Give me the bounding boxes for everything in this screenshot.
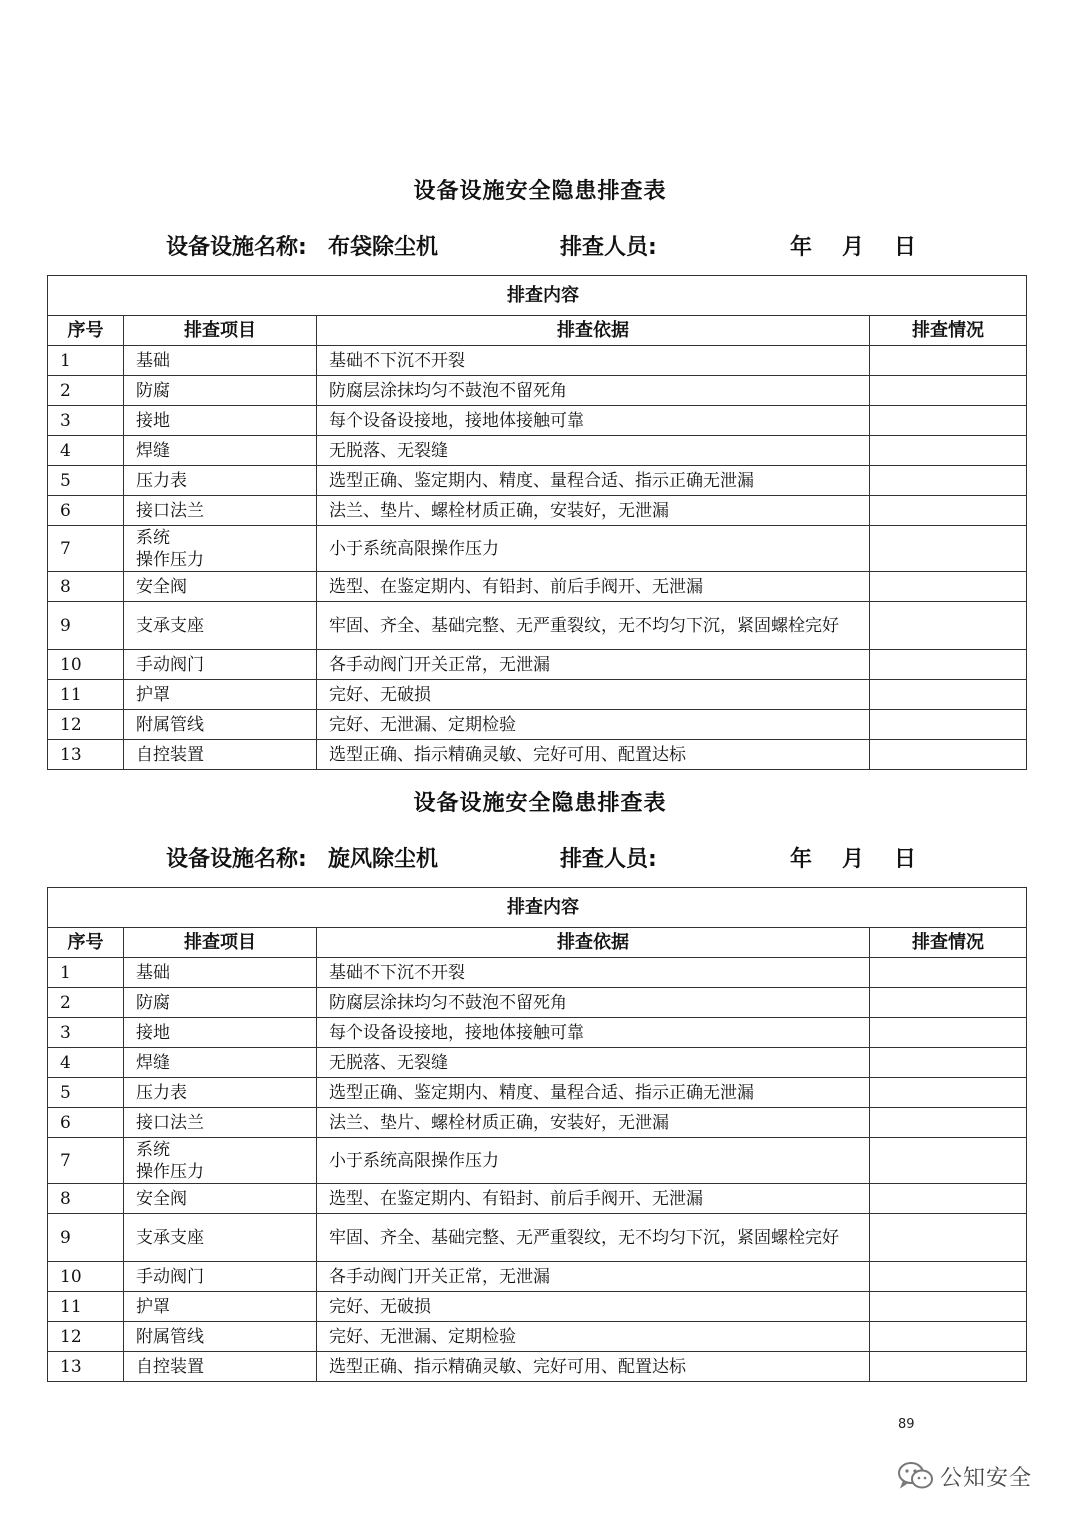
- row-status: [870, 740, 1027, 770]
- row-number: 9: [48, 602, 124, 650]
- inspection-table: [47, 275, 1027, 770]
- section-header: 排查内容: [48, 888, 1027, 928]
- row-item: 附属管线: [124, 1322, 317, 1352]
- row-item: 接地: [124, 406, 317, 436]
- row-status: [870, 376, 1027, 406]
- table-row: [48, 1138, 1027, 1184]
- row-number: 2: [48, 988, 124, 1018]
- table-row: [48, 710, 1027, 740]
- row-basis: 牢固、齐全、基础完整、无严重裂纹，无不均匀下沉，紧固螺栓完好: [317, 1214, 870, 1262]
- date-day-label: 日: [894, 847, 917, 872]
- table-row: [48, 988, 1027, 1018]
- date-year-label: 年: [790, 235, 813, 260]
- row-status: [870, 436, 1027, 466]
- table-row: [48, 496, 1027, 526]
- row-basis: 每个设备设接地，接地体接触可靠: [317, 1018, 870, 1048]
- row-status: [870, 1214, 1027, 1262]
- row-item: 压力表: [124, 1078, 317, 1108]
- row-basis: 完好、无泄漏、定期检验: [317, 1322, 870, 1352]
- table-row: [48, 1292, 1027, 1322]
- row-status: [870, 466, 1027, 496]
- row-item: 手动阀门: [124, 650, 317, 680]
- row-item: 基础: [124, 346, 317, 376]
- row-number: 12: [48, 1322, 124, 1352]
- table-row: [48, 346, 1027, 376]
- row-number: 7: [48, 1138, 124, 1184]
- table-row: [48, 958, 1027, 988]
- row-basis: 防腐层涂抹均匀不鼓泡不留死角: [317, 988, 870, 1018]
- table-row: [48, 602, 1027, 650]
- table-row: [48, 526, 1027, 572]
- row-item: 系统 操作压力: [124, 1138, 317, 1184]
- column-header-seq: 序号: [48, 928, 124, 958]
- section-header: 排查内容: [48, 276, 1027, 316]
- row-item: 附属管线: [124, 710, 317, 740]
- row-status: [870, 1184, 1027, 1214]
- row-number: 1: [48, 958, 124, 988]
- equipment-name-label: 设备设施名称:: [166, 235, 307, 260]
- row-number: 7: [48, 526, 124, 572]
- row-basis: 选型正确、指示精确灵敏、完好可用、配置达标: [317, 1352, 870, 1382]
- row-basis: 小于系统高限操作压力: [317, 1138, 870, 1184]
- row-number: 8: [48, 1184, 124, 1214]
- equipment-name-value: 旋风除尘机: [328, 847, 439, 872]
- form-meta-line: [0, 842, 1080, 876]
- inspection-table: [47, 887, 1027, 1382]
- column-header-seq: 序号: [48, 316, 124, 346]
- row-status: [870, 1352, 1027, 1382]
- column-header-status: 排查情况: [870, 316, 1027, 346]
- row-item: 防腐: [124, 376, 317, 406]
- row-status: [870, 1108, 1027, 1138]
- row-item: 防腐: [124, 988, 317, 1018]
- row-item: 支承支座: [124, 602, 317, 650]
- row-item: 接地: [124, 1018, 317, 1048]
- row-number: 9: [48, 1214, 124, 1262]
- table-row: [48, 436, 1027, 466]
- row-item: 支承支座: [124, 1214, 317, 1262]
- row-item: 安全阀: [124, 1184, 317, 1214]
- row-basis: 牢固、齐全、基础完整、无严重裂纹，无不均匀下沉，紧固螺栓完好: [317, 602, 870, 650]
- row-status: [870, 346, 1027, 376]
- table-row: [48, 406, 1027, 436]
- row-basis: 完好、无破损: [317, 680, 870, 710]
- table-row: [48, 1108, 1027, 1138]
- column-header-item: 排查项目: [124, 316, 317, 346]
- row-number: 4: [48, 436, 124, 466]
- row-basis: 选型正确、鉴定期内、精度、量程合适、指示正确无泄漏: [317, 1078, 870, 1108]
- row-number: 4: [48, 1048, 124, 1078]
- watermark: [896, 1458, 1032, 1494]
- table-body: [48, 346, 1027, 770]
- row-item: 自控装置: [124, 740, 317, 770]
- row-basis: 选型、在鉴定期内、有铅封、前后手阀开、无泄漏: [317, 572, 870, 602]
- date-month-label: 月: [842, 235, 865, 260]
- table-row: [48, 740, 1027, 770]
- column-header-status: 排查情况: [870, 928, 1027, 958]
- row-basis: 选型正确、鉴定期内、精度、量程合适、指示正确无泄漏: [317, 466, 870, 496]
- row-item: 焊缝: [124, 436, 317, 466]
- table-row: [48, 1018, 1027, 1048]
- table-row: [48, 376, 1027, 406]
- table-row: [48, 1048, 1027, 1078]
- row-number: 13: [48, 740, 124, 770]
- row-item: 系统 操作压力: [124, 526, 317, 572]
- row-basis: 小于系统高限操作压力: [317, 526, 870, 572]
- row-basis: 无脱落、无裂缝: [317, 436, 870, 466]
- row-status: [870, 1018, 1027, 1048]
- row-number: 5: [48, 466, 124, 496]
- row-basis: 基础不下沉不开裂: [317, 346, 870, 376]
- row-number: 6: [48, 496, 124, 526]
- date-year-label: 年: [790, 847, 813, 872]
- row-item: 安全阀: [124, 572, 317, 602]
- row-item: 自控装置: [124, 1352, 317, 1382]
- row-basis: 各手动阀门开关正常，无泄漏: [317, 650, 870, 680]
- table-row: [48, 680, 1027, 710]
- row-item: 护罩: [124, 680, 317, 710]
- row-number: 6: [48, 1108, 124, 1138]
- row-basis: 无脱落、无裂缝: [317, 1048, 870, 1078]
- row-item: 压力表: [124, 466, 317, 496]
- row-number: 1: [48, 346, 124, 376]
- row-item: 基础: [124, 958, 317, 988]
- row-basis: 选型、在鉴定期内、有铅封、前后手阀开、无泄漏: [317, 1184, 870, 1214]
- row-status: [870, 496, 1027, 526]
- row-number: 3: [48, 406, 124, 436]
- row-status: [870, 1138, 1027, 1184]
- row-basis: 每个设备设接地，接地体接触可靠: [317, 406, 870, 436]
- table-row: [48, 1352, 1027, 1382]
- date-month-label: 月: [842, 847, 865, 872]
- table-row: [48, 1078, 1027, 1108]
- row-number: 13: [48, 1352, 124, 1382]
- column-header-basis: 排查依据: [317, 928, 870, 958]
- table-body: [48, 958, 1027, 1382]
- row-item: 手动阀门: [124, 1262, 317, 1292]
- row-status: [870, 710, 1027, 740]
- row-basis: 基础不下沉不开裂: [317, 958, 870, 988]
- form-title: 设备设施安全隐患排查表: [413, 791, 667, 816]
- row-item: 焊缝: [124, 1048, 317, 1078]
- row-status: [870, 1078, 1027, 1108]
- row-status: [870, 406, 1027, 436]
- row-basis: 完好、无破损: [317, 1292, 870, 1322]
- row-number: 5: [48, 1078, 124, 1108]
- row-number: 12: [48, 710, 124, 740]
- date-day-label: 日: [894, 235, 917, 260]
- form-title: 设备设施安全隐患排查表: [413, 179, 667, 204]
- row-number: 2: [48, 376, 124, 406]
- row-status: [870, 958, 1027, 988]
- wechat-icon: [896, 1460, 936, 1492]
- row-number: 11: [48, 1292, 124, 1322]
- row-item: 接口法兰: [124, 496, 317, 526]
- row-basis: 防腐层涂抹均匀不鼓泡不留死角: [317, 376, 870, 406]
- inspector-label: 排查人员:: [560, 235, 657, 260]
- watermark-text: 公知安全: [940, 1465, 1033, 1491]
- row-status: [870, 602, 1027, 650]
- row-status: [870, 1292, 1027, 1322]
- row-basis: 法兰、垫片、螺栓材质正确，安装好，无泄漏: [317, 1108, 870, 1138]
- row-status: [870, 1048, 1027, 1078]
- inspector-label: 排查人员:: [560, 847, 657, 872]
- equipment-name-label: 设备设施名称:: [166, 847, 307, 872]
- page-number: 89: [898, 1417, 915, 1432]
- table-row: [48, 1262, 1027, 1292]
- row-basis: 法兰、垫片、螺栓材质正确，安装好，无泄漏: [317, 496, 870, 526]
- row-status: [870, 1322, 1027, 1352]
- table-row: [48, 650, 1027, 680]
- row-status: [870, 650, 1027, 680]
- table-row: [48, 466, 1027, 496]
- row-status: [870, 988, 1027, 1018]
- row-number: 10: [48, 1262, 124, 1292]
- row-item: 护罩: [124, 1292, 317, 1322]
- row-number: 8: [48, 572, 124, 602]
- row-basis: 完好、无泄漏、定期检验: [317, 710, 870, 740]
- column-header-item: 排查项目: [124, 928, 317, 958]
- row-status: [870, 572, 1027, 602]
- table-row: [48, 1322, 1027, 1352]
- row-number: 10: [48, 650, 124, 680]
- table-row: [48, 1184, 1027, 1214]
- row-item: 接口法兰: [124, 1108, 317, 1138]
- row-basis: 选型正确、指示精确灵敏、完好可用、配置达标: [317, 740, 870, 770]
- row-status: [870, 680, 1027, 710]
- row-status: [870, 1262, 1027, 1292]
- equipment-name-value: 布袋除尘机: [328, 235, 439, 260]
- column-header-basis: 排查依据: [317, 316, 870, 346]
- table-row: [48, 1214, 1027, 1262]
- form-meta-line: [0, 230, 1080, 264]
- row-number: 11: [48, 680, 124, 710]
- row-number: 3: [48, 1018, 124, 1048]
- row-basis: 各手动阀门开关正常，无泄漏: [317, 1262, 870, 1292]
- row-status: [870, 526, 1027, 572]
- table-row: [48, 572, 1027, 602]
